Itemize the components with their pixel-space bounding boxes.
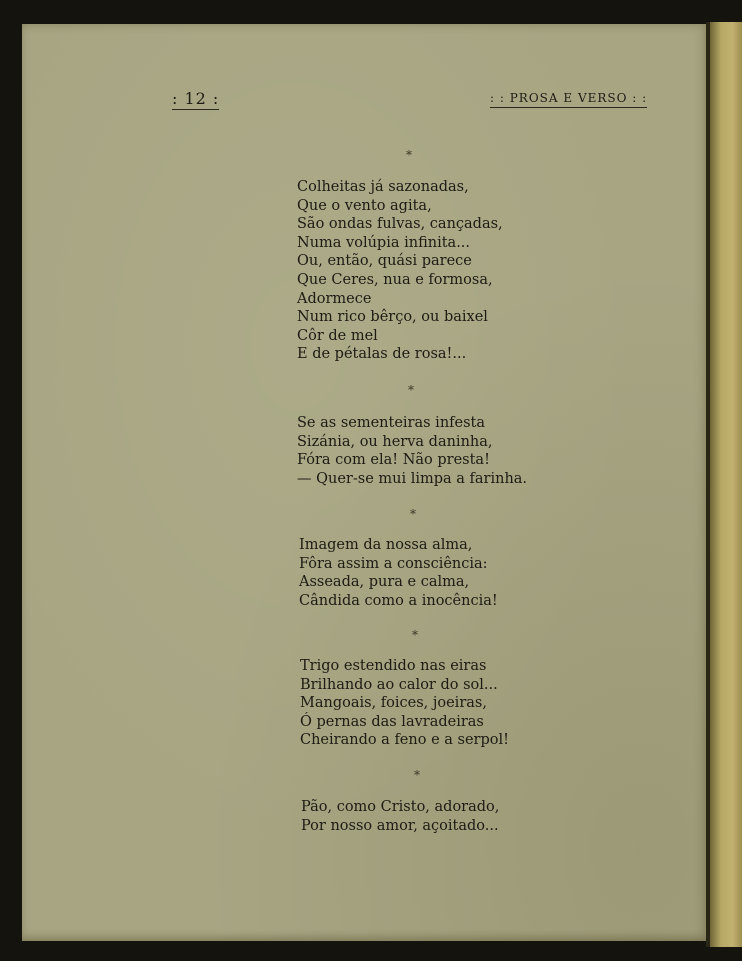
poem-line: Brilhando ao calor do sol... [300, 676, 498, 693]
adjacent-page-edge [710, 22, 742, 947]
stanza-separator: * [412, 628, 418, 642]
poem-line: Cândida como a inocência! [299, 592, 498, 609]
poem-line: Fóra com ela! Não presta! [297, 452, 490, 469]
stanza-5 [301, 798, 499, 835]
page-header [22, 89, 710, 113]
stanza-3 [299, 536, 498, 610]
poem-line: Côr de mel [297, 327, 378, 344]
poem-line: Sizánia, ou herva daninha, [297, 433, 493, 450]
poem-line: Asseada, pura e calma, [299, 574, 470, 591]
stanza-separator: * [410, 507, 416, 521]
running-head: : : PROSA E VERSO : : [490, 91, 647, 108]
poem-line: Cheirando a feno e a serpol! [300, 732, 509, 749]
poem-line: Num rico bêrço, ou baixel [297, 309, 488, 326]
poem-line: E de pétalas de rosa!... [297, 346, 467, 363]
poem-line: Que o vento agita, [297, 197, 432, 214]
poem-line: São ondas fulvas, cançadas, [297, 216, 503, 233]
stanza-separator: * [414, 768, 420, 782]
stanza-1 [297, 178, 503, 364]
stanza-4 [300, 657, 509, 750]
poem-line: Trigo estendido nas eiras [300, 658, 487, 674]
poem-line: Fôra assim a consciência: [299, 555, 488, 572]
poem-line: Imagem da nossa alma, [299, 537, 473, 553]
stanza-separator: * [408, 383, 414, 397]
poem-line: — Quer-se mui limpa a farinha. [297, 470, 528, 487]
poem-line: Pão, como Cristo, adorado, [301, 799, 500, 815]
poem-line: Numa volúpia infinita... [297, 234, 471, 251]
poem-line: Ou, então, quási parece [297, 253, 472, 270]
poem-line: Colheitas já sazonadas, [297, 179, 469, 195]
stanza-2 [297, 414, 527, 488]
stanza-separator: * [406, 148, 412, 162]
poem-line: Ó pernas das lavradeiras [300, 713, 484, 730]
page-number: : 12 : [172, 89, 220, 108]
poem-line: Que Ceres, nua e formosa, [297, 271, 493, 288]
poem-line: Se as sementeiras infesta [297, 415, 486, 431]
poem-line: Mangoais, foices, joeiras, [300, 695, 487, 712]
poem-line: Adormece [297, 290, 372, 307]
poem-line: Por nosso amor, açoitado... [301, 817, 499, 834]
